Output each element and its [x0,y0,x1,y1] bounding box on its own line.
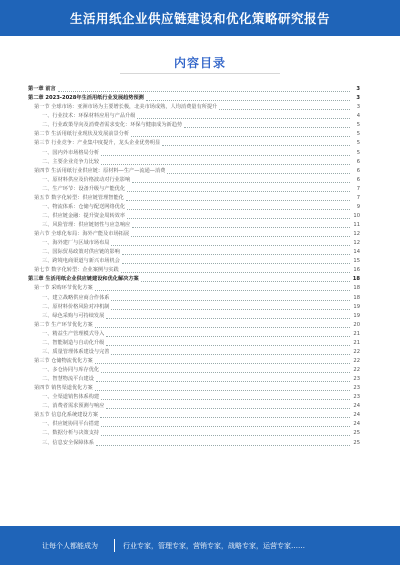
toc-entry[interactable] [28,185,360,194]
toc-entry-page: 10 [353,212,360,219]
toc-entry-page: 3 [356,104,360,111]
toc-entry[interactable] [28,411,360,420]
toc-entry-label: 二、数据分析与决策支持 [42,430,100,437]
toc-leader-dots [127,209,350,210]
toc-entry-page: 19 [353,303,360,310]
toc-entry[interactable] [28,429,360,438]
toc-entry-label: 第二节 生活用纸行业现状及发展前景分析 [34,131,130,138]
toc-leader-dots [106,318,350,319]
toc-entry-page: 16 [353,267,360,274]
toc-entry-label: 第四节 生活用纸行业供应链：原材料—生产—流通—消费 [34,167,166,174]
toc-leader-dots [111,354,350,355]
toc-leader-dots [132,227,350,228]
toc-entry-label: 一、行业技术：环保材料应用与产品升级 [42,113,136,120]
toc-entry[interactable] [28,121,360,130]
toc-entry-page: 21 [353,330,360,337]
toc-entry-page: 3 [356,95,360,102]
toc-leader-dots [111,245,350,246]
toc-leader-dots [106,408,350,409]
footer-divider [114,539,115,552]
footer-bar [0,526,400,565]
toc-entry-page: 25 [353,439,360,446]
toc-entry[interactable] [28,130,360,139]
toc-entry[interactable] [28,393,360,402]
toc-entry-label: 第一节 采购环节优化方案 [34,285,93,292]
toc-leader-dots [162,145,350,146]
toc-entry-label: 第一章 前言 [28,86,56,93]
toc-entry-label: 二、消费者需求预测与响应 [42,403,105,410]
toc-entry-page: 12 [353,240,360,247]
toc-entry-label: 第一节 全球市场：亚洲市场为主要增长极，北美市场成熟，人均消费量有所提升 [34,104,218,111]
toc-entry-label: 一、原材料供应及价格波动对行业影响 [42,176,131,183]
toc-entry[interactable] [28,167,360,176]
toc-entry-label: 第三章 生活用纸企业供应链建设和优化解决方案 [28,276,139,283]
toc-entry-label: 第五节 数字化转型：供应链管理智能化 [34,194,124,201]
toc-leader-dots [126,200,350,201]
report-title: 生活用纸企业供应链建设和优化策略研究报告 [69,11,330,26]
toc-entry-label: 三、跨境电商渠道与新兴市场机会 [42,258,120,265]
toc-leader-dots [101,399,350,400]
toc-entry[interactable] [28,194,360,203]
toc-leader-dots [132,182,350,183]
toc-entry[interactable] [28,94,360,103]
toc-entry-page: 24 [353,421,360,428]
toc-entry[interactable] [28,321,360,330]
toc-entry[interactable] [28,230,360,239]
toc-entry-page: 22 [353,348,360,355]
toc-leader-dots [219,109,350,110]
toc-entry-label: 一、多仓协同与库存优化 [42,367,100,373]
toc-entry-page: 5 [356,122,360,129]
toc-leader-dots [95,390,350,391]
toc-entry[interactable] [28,348,360,357]
toc-entry-label: 第五节 信息化系统建设方案 [34,412,98,419]
toc-entry-page: 3 [356,86,360,93]
toc-entry[interactable] [28,85,360,94]
toc-entry-page: 22 [353,367,360,373]
toc-entry-label: 二、行业政策导向及消费者需求变化：环保与健康成为新趋势 [42,122,183,129]
toc-leader-dots [101,426,350,427]
toc-leader-dots [184,127,350,128]
toc-entry-page: 5 [356,149,360,156]
toc-entry-page: 5 [356,131,360,138]
toc-entry[interactable] [28,384,360,393]
toc-leader-dots [127,191,350,192]
toc-entry-page: 18 [352,276,360,283]
toc-leader-dots [122,254,350,255]
toc-entry[interactable] [28,139,360,148]
toc-entry-page: 14 [353,249,360,256]
toc-entry-label: 二、智能制造与自动化升级 [42,339,105,346]
toc-entry-label: 二、供应链金融：提升资金周转效率 [42,212,126,219]
toc-entry[interactable] [28,330,360,339]
toc-entry-page: 23 [353,394,360,401]
toc-entry-label: 第二节 生产环节优化方案 [34,321,93,328]
toc-entry-label: 三、信息安全保障体系 [42,439,94,446]
toc-entry-page: 7 [356,185,360,192]
toc-entry[interactable] [28,212,360,221]
toc-entry[interactable] [28,438,360,447]
toc-entry-label: 三、风险管理：供应链韧性与应急响应 [42,222,131,228]
toc-entry[interactable] [28,112,360,121]
toc-entry[interactable] [28,248,360,257]
toc-entry-page: 11 [353,222,360,228]
toc-entry-page: 12 [353,231,360,238]
toc-entry-page: 20 [353,321,360,328]
toc-entry[interactable] [28,284,360,293]
toc-leader-dots [141,281,350,282]
toc-entry-page: 18 [353,294,360,301]
toc-entry-label: 一、精益生产管理模式导入 [42,330,105,337]
toc-leader-dots [131,236,350,237]
toc-entry-label: 三、质量管理体系建设与完善 [42,348,110,355]
toc-entry[interactable] [28,158,360,167]
toc-leader-dots [137,118,350,119]
table-of-contents [28,85,360,448]
toc-leader-dots [101,155,350,156]
footer-slogan: 让每个人都能成为 [42,542,98,550]
toc-leader-dots [111,300,350,301]
toc-entry-page: 7 [356,194,360,201]
toc-entry-page: 15 [353,258,360,265]
toc-leader-dots [95,290,350,291]
toc-entry[interactable] [28,176,360,185]
toc-entry[interactable] [28,103,360,112]
toc-entry-page: 5 [356,140,360,147]
toc-entry-label: 三、绿色采购与可持续发展 [42,312,105,319]
toc-entry[interactable] [28,221,360,230]
toc-leader-dots [101,435,350,436]
toc-leader-dots [58,91,350,92]
toc-leader-dots [95,363,350,364]
toc-leader-dots [122,263,350,264]
toc-leader-dots [101,164,350,165]
toc-leader-dots [131,136,350,137]
toc-entry-label: 二、国际贸易政策对供应链的影响 [42,249,120,256]
toc-entry-label: 第三节 仓储物流优化方案 [34,357,93,364]
toc-entry-page: 6 [356,167,360,174]
toc-leader-dots [95,327,350,328]
toc-entry-page: 19 [353,312,360,319]
toc-entry[interactable] [28,303,360,312]
toc-leader-dots [96,445,350,446]
toc-entry-page: 25 [353,430,360,437]
toc-entry[interactable] [28,275,360,284]
toc-entry-label: 二、智慧物流平台建设 [42,376,94,383]
toc-leader-dots [146,100,350,101]
toc-entry-label: 第三节 行业竞争：产业集中度提升，龙头企业优势明显 [34,140,161,147]
toc-leader-dots [111,309,350,310]
toc-leader-dots [106,336,350,337]
toc-entry[interactable] [28,203,360,212]
toc-entry-label: 一、建立战略供应商合作体系 [42,294,110,301]
toc-entry-page: 6 [356,158,360,165]
toc-entry[interactable] [28,266,360,275]
toc-entry-label: 一、供应链协同平台搭建 [42,421,100,428]
toc-entry-page: 4 [356,113,360,120]
toc-leader-dots [100,417,350,418]
toc-title-divider [120,73,280,74]
toc-leader-dots [96,381,350,382]
toc-entry-page: 24 [353,412,360,419]
toc-entry[interactable] [28,375,360,384]
toc-entry-label: 第七节 数字化转型：企业案例与实践 [34,267,119,274]
toc-entry-label: 一、物流体系：仓储与配送网络优化 [42,203,126,210]
toc-entry[interactable] [28,366,360,375]
toc-entry[interactable] [28,420,360,429]
toc-entry-label: 一、海外建厂与区域市场布局 [42,240,110,247]
toc-leader-dots [101,372,350,373]
toc-entry-page: 21 [353,339,360,346]
toc-entry-label: 一、全渠道销售体系构建 [42,394,100,401]
toc-entry-label: 第二章 2023-2028年生活用纸行业发展趋势预测 [28,95,144,102]
toc-entry[interactable] [28,312,360,321]
toc-leader-dots [127,218,350,219]
toc-entry-page: 23 [353,376,360,383]
toc-entry-label: 二、主要企业竞争力比较 [42,158,100,165]
toc-entry-page: 24 [353,403,360,410]
toc-leader-dots [121,272,350,273]
report-header-bar [0,0,400,36]
toc-entry-page: 22 [353,357,360,364]
toc-title: 内容目录 [173,56,226,70]
toc-entry[interactable] [28,357,360,366]
toc-entry-page: 9 [356,203,360,210]
toc-entry-page: 18 [353,285,360,292]
toc-entry-label: 第四节 销售渠道优化方案 [34,385,93,392]
toc-entry-label: 二、生产环节：设备升级与产能优化 [42,185,126,192]
toc-entry[interactable] [28,257,360,266]
toc-entry[interactable] [28,148,360,157]
toc-leader-dots [167,173,350,174]
toc-entry-label: 一、国内外市场格局分析 [42,149,100,156]
toc-leader-dots [106,345,350,346]
toc-entry[interactable] [28,293,360,302]
footer-expert-list: 行业专家，管理专家，营销专家，战略专家，运营专家…… [123,542,305,550]
toc-entry[interactable] [28,402,360,411]
toc-entry[interactable] [28,339,360,348]
toc-entry[interactable] [28,239,360,248]
toc-entry-page: 6 [356,176,360,183]
toc-entry-label: 第六节 全球化布局：海外产能及市场拓展 [34,231,130,238]
toc-entry-page: 23 [353,385,360,392]
toc-entry-label: 二、原材料价格风险对冲机制 [42,303,110,310]
